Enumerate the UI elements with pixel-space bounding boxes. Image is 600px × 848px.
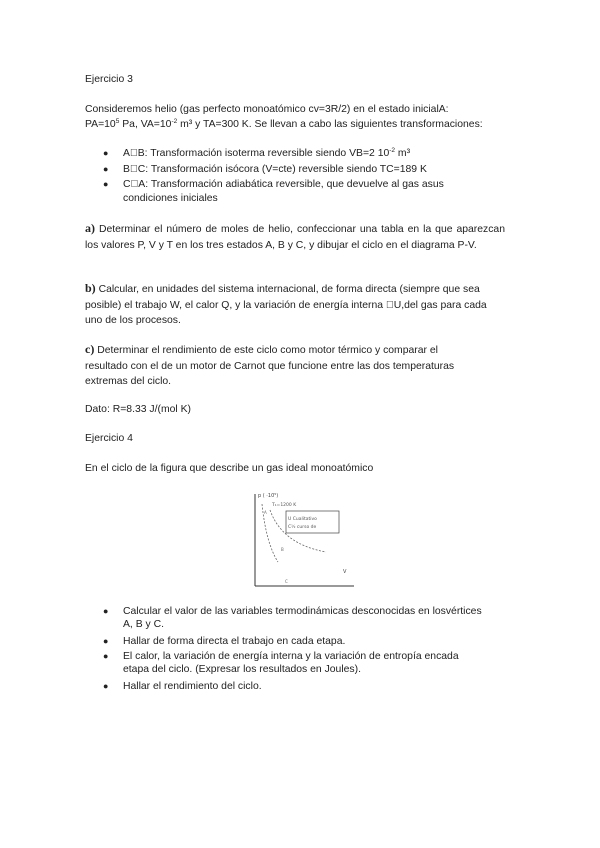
p-axis-label: p ( ·10⁵) (258, 493, 279, 499)
exercise-4-intro: En el ciclo de la figura que describe un gas ideal monoatómico (85, 463, 374, 474)
part-a: a) Determinar el número de moles de helio, confeccionar una tabla en la que aparezcan los valores P, V y T en los tres estados A, B y C, y dibujar el ciclo en el diagrama P-V. (85, 221, 505, 251)
isotherm-label: T₁=1200 K (272, 503, 297, 508)
bullet-icon: ● (103, 148, 109, 158)
question-3: El calor, la variación de energía interna y la variación de entropía encada etapa del ciclo. (Expresar los resultados en Joules). (123, 651, 459, 675)
question-1: Calcular el valor de las variables termodinámicas desconocidas en losvértices A, B y C. (123, 606, 482, 630)
legend-line2: C½ curso de (288, 525, 317, 530)
transformation-bc: BC: Transformación isócora (V=cte) reversible siendo TC=189 K (123, 164, 427, 175)
bullet-icon: ● (103, 636, 109, 646)
v-axis-label: V (343, 569, 347, 575)
part-b: b) Calcular, en unidades del sistema internacional, de forma directa (siempre que sea posible) el trabajo W, el calor Q, y la variación de energía interna ⃞U,del gas para cada uno de los procesos. (85, 281, 487, 326)
bullet-icon: ● (103, 681, 109, 691)
point-c-label: C (285, 579, 288, 584)
transformation-ca-cont: condiciones iniciales (123, 193, 218, 204)
dato-constant: Dato: R=8.33 J/(mol K) (85, 404, 191, 415)
exercise-3-title: Ejercicio 3 (85, 74, 133, 85)
bullet-icon: ● (103, 606, 109, 616)
point-b-label: B (281, 547, 284, 552)
bullet-icon: ● (103, 651, 109, 661)
point-a-label: A (264, 510, 267, 515)
exercise-4-title: Ejercicio 4 (85, 433, 133, 444)
bullet-icon: ● (103, 179, 109, 189)
exercise-3-intro-line1: Consideremos helio (gas perfecto monoatómico cv=3R/2) en el estado inicialA: (85, 104, 449, 115)
legend-line1: U Cualitativo (288, 517, 317, 522)
transformation-ca: CA: Transformación adiabática reversible, que devuelve al gas asus (123, 179, 444, 190)
question-4: Hallar el rendimiento del ciclo. (123, 681, 262, 692)
exercise-3-intro-line2: $PA=10^5$ Pa, $VA=10^{-2}$ m³ y TA=300 K. Se llevan a cabo las siguientes transformaciones: (85, 118, 483, 130)
question-2: Hallar de forma directa el trabajo en cada etapa. (123, 636, 346, 647)
part-c: c) Determinar el rendimiento de este ciclo como motor térmico y comparar el resultado con el de un motor de Carnot que funcione entre las dos temperaturas extremas del ciclo. (85, 342, 455, 387)
transformation-ab: AB: Transformación isoterma reversible siendo VB=2 $10^{-2}$ m³ (123, 147, 411, 159)
bullet-icon: ● (103, 164, 109, 174)
pv-cycle-figure (248, 488, 358, 590)
